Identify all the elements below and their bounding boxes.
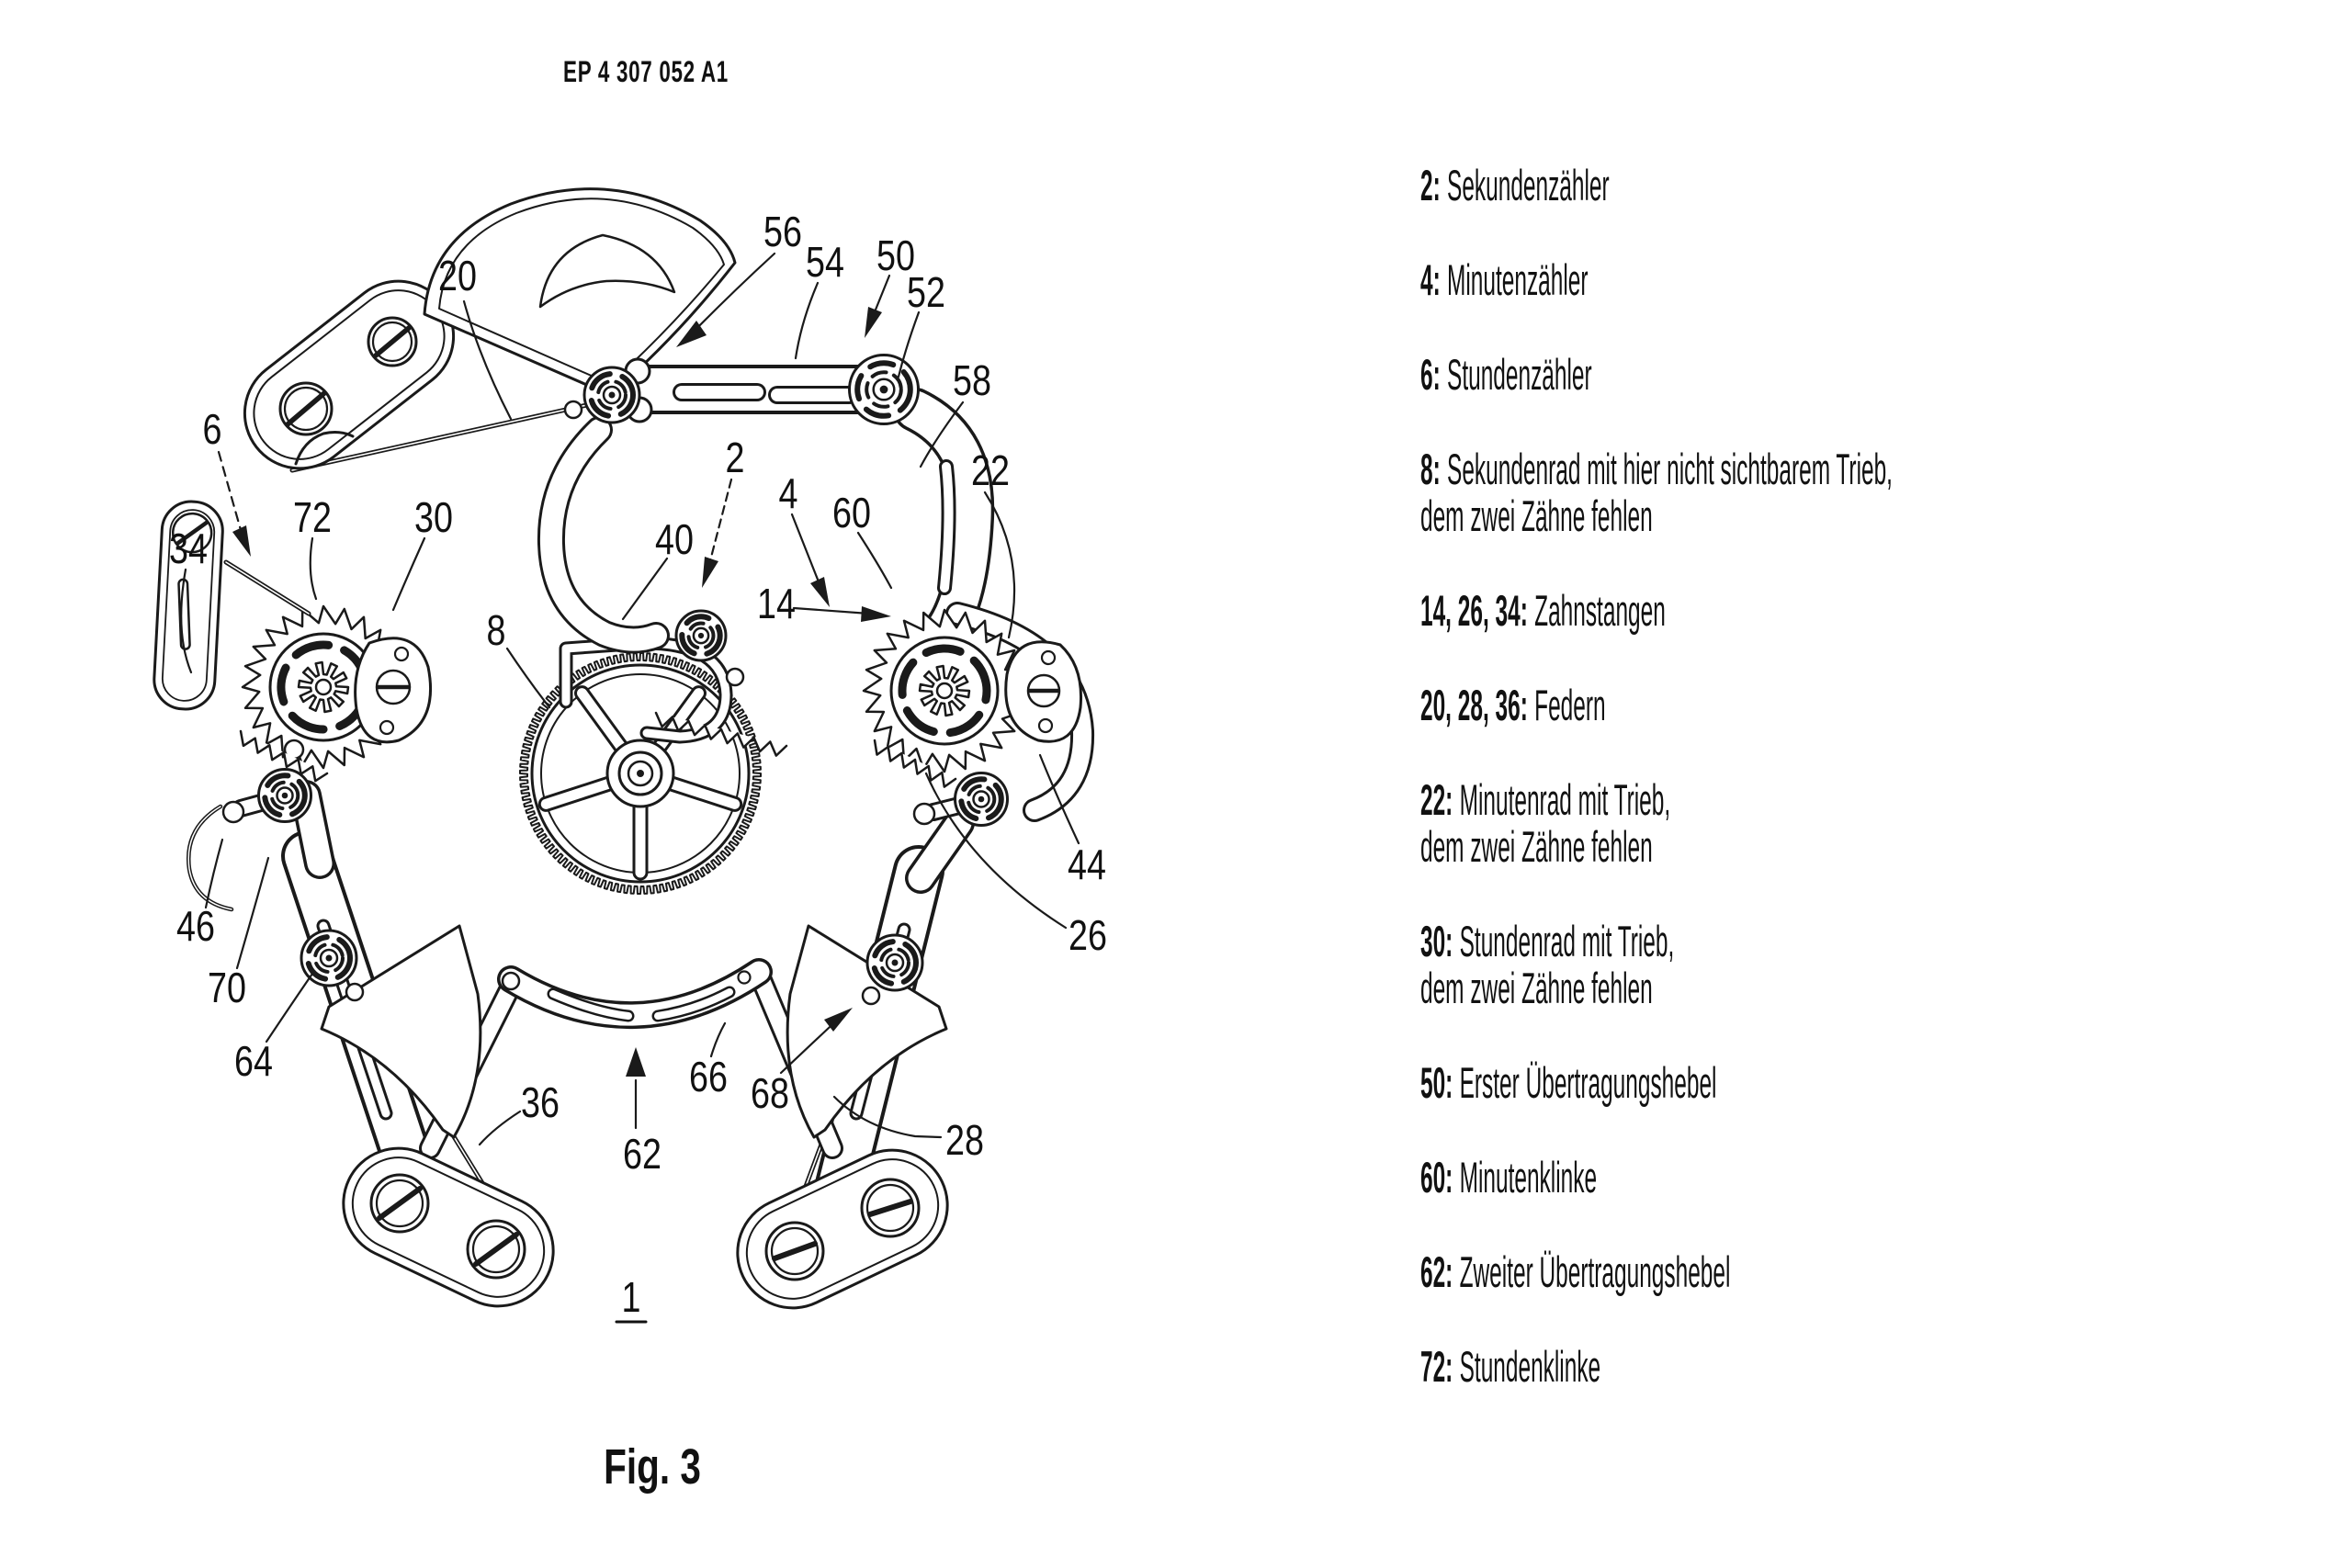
pivot-hole bbox=[727, 669, 743, 685]
figure-label-66: 66 bbox=[689, 1053, 728, 1100]
screw bbox=[1028, 675, 1059, 706]
pivot-ring bbox=[609, 392, 616, 399]
screw bbox=[766, 1223, 823, 1280]
legend-item bbox=[1420, 1154, 2328, 1201]
pivot-ring bbox=[880, 386, 888, 394]
arrowhead-6 bbox=[232, 525, 251, 557]
legend-label: Minutenklinke bbox=[1459, 1153, 1598, 1201]
figure-label-40: 40 bbox=[655, 515, 694, 563]
hour-lever-pivot bbox=[259, 770, 311, 822]
screw bbox=[468, 1221, 525, 1278]
leader-14 bbox=[794, 608, 869, 614]
arc-rack bbox=[503, 972, 759, 1017]
legend-item bbox=[1420, 162, 2328, 209]
document-header: EP 4 307 052 A1 bbox=[563, 55, 729, 88]
legend-item bbox=[1420, 682, 2328, 728]
screw bbox=[862, 1179, 919, 1236]
figure-label-20: 20 bbox=[438, 252, 477, 299]
minute-lever-pivot bbox=[956, 773, 1008, 826]
legend-item bbox=[1420, 446, 2328, 539]
leader-66 bbox=[711, 1023, 725, 1056]
legend-label: Zahnstangen bbox=[1534, 586, 1666, 635]
legend-label: Stundenzähler bbox=[1447, 350, 1592, 399]
lever-arm-58 bbox=[915, 410, 972, 628]
leader-64 bbox=[266, 974, 312, 1042]
figure-label-68: 68 bbox=[751, 1069, 789, 1117]
leader-8 bbox=[507, 649, 549, 707]
legend-item bbox=[1420, 776, 2328, 870]
legend-ref: 4: bbox=[1420, 255, 1441, 304]
lever-pivot-52 bbox=[850, 355, 919, 424]
screw bbox=[377, 671, 410, 704]
legend-ref: 20, 28, 36: bbox=[1420, 681, 1528, 729]
figure-label-6: 6 bbox=[202, 405, 222, 453]
figure-label-26: 26 bbox=[1069, 911, 1107, 959]
figure-label-56: 56 bbox=[763, 208, 802, 255]
legend bbox=[1420, 162, 2328, 1390]
legend-label: Minutenzähler bbox=[1447, 255, 1589, 304]
leader-2 bbox=[707, 479, 731, 571]
figure-label-46: 46 bbox=[176, 902, 215, 950]
leader-70 bbox=[237, 858, 268, 968]
pivot-hole bbox=[863, 987, 879, 1004]
leader-72 bbox=[311, 538, 316, 599]
legend-item bbox=[1420, 1059, 2328, 1106]
pivot-hole bbox=[346, 984, 363, 1000]
pivot-ring bbox=[978, 796, 985, 803]
legend-ref: 8: bbox=[1420, 445, 1441, 493]
figure-label-62: 62 bbox=[623, 1130, 662, 1178]
legend-ref: 30: bbox=[1420, 917, 1453, 965]
leader-60 bbox=[858, 533, 891, 588]
figure-label-36: 36 bbox=[521, 1078, 560, 1126]
figure-label-30: 30 bbox=[414, 493, 453, 541]
legend-item bbox=[1420, 587, 2328, 634]
figure-label-64: 64 bbox=[234, 1037, 273, 1085]
screw bbox=[368, 318, 416, 366]
leader-30 bbox=[393, 538, 424, 610]
legend-label: Stundenklinke bbox=[1459, 1342, 1601, 1391]
figure-label-22: 22 bbox=[971, 446, 1010, 494]
bottom-left-plate bbox=[325, 1130, 571, 1325]
screw bbox=[280, 383, 332, 434]
legend-item bbox=[1420, 351, 2328, 398]
legend-label: Zweiter Übertragungshebel bbox=[1459, 1247, 1731, 1296]
legend-ref: 72: bbox=[1420, 1342, 1453, 1391]
legend-item bbox=[1420, 256, 2328, 303]
legend-item bbox=[1420, 1248, 2328, 1295]
figure-label-1: 1 bbox=[621, 1273, 641, 1321]
figure-label-70: 70 bbox=[208, 964, 246, 1011]
figure-label-58: 58 bbox=[953, 356, 991, 404]
figure-label-60: 60 bbox=[832, 489, 871, 536]
arrowhead-50 bbox=[865, 307, 882, 338]
first-transmission-lever bbox=[613, 359, 884, 422]
figure-label-34: 34 bbox=[169, 525, 208, 572]
seconds-pinion-pivot bbox=[676, 611, 726, 660]
figure-label-54: 54 bbox=[806, 238, 844, 286]
legend-ref: 6: bbox=[1420, 350, 1441, 399]
pivot-ring bbox=[892, 960, 899, 966]
legend-ref: 50: bbox=[1420, 1058, 1453, 1107]
central-hook bbox=[551, 430, 656, 640]
figure-label-28: 28 bbox=[945, 1116, 984, 1164]
seconds-wheel bbox=[520, 643, 786, 894]
arrowhead-62 bbox=[626, 1047, 646, 1077]
arrowhead-2 bbox=[702, 557, 718, 588]
legend-item bbox=[1420, 1343, 2328, 1390]
arrowhead-14 bbox=[861, 606, 891, 622]
pivot-hole bbox=[565, 401, 582, 418]
leader-54 bbox=[796, 283, 818, 358]
legend-ref: 14, 26, 34: bbox=[1420, 586, 1528, 635]
legend-label: Minutenrad mit Trieb, dem zwei Zähne fehlen bbox=[1420, 775, 1671, 871]
legend-item bbox=[1420, 918, 2328, 1011]
leader-36 bbox=[480, 1111, 520, 1145]
pivot-ring bbox=[282, 793, 288, 799]
figure-label-14: 14 bbox=[757, 580, 796, 627]
figure-label-50: 50 bbox=[876, 231, 915, 279]
figure-label-52: 52 bbox=[907, 268, 945, 316]
leader-46 bbox=[206, 840, 222, 908]
legend-label: Stundenrad mit Trieb, dem zwei Zähne fehlen bbox=[1420, 917, 1675, 1012]
legend-label: Erster Übertragungshebel bbox=[1459, 1058, 1717, 1107]
figure-label-4: 4 bbox=[778, 469, 798, 517]
fan-pivot bbox=[584, 367, 639, 423]
figure-caption: Fig. 3 bbox=[604, 1439, 701, 1495]
arrowhead-4 bbox=[810, 577, 830, 607]
legend-label: Sekundenzähler bbox=[1447, 161, 1610, 209]
screw bbox=[371, 1175, 428, 1232]
pivot-ring bbox=[326, 955, 333, 962]
legend-label: Sekundenrad mit hier nicht sichtbarem Trieb, dem zwei Zähne fehlen bbox=[1420, 445, 1893, 540]
figure-label-8: 8 bbox=[486, 606, 506, 654]
legend-ref: 60: bbox=[1420, 1153, 1453, 1201]
figure-label-44: 44 bbox=[1068, 840, 1106, 888]
leader-40 bbox=[623, 558, 667, 619]
legend-ref: 22: bbox=[1420, 775, 1453, 824]
legend-ref: 2: bbox=[1420, 161, 1441, 209]
pivot-ring bbox=[698, 633, 704, 638]
legend-label: Federn bbox=[1534, 681, 1606, 729]
right-leg-pivot bbox=[867, 935, 922, 990]
figure-label-72: 72 bbox=[293, 493, 332, 541]
figure-label-2: 2 bbox=[725, 434, 745, 481]
legend-ref: 62: bbox=[1420, 1247, 1453, 1296]
